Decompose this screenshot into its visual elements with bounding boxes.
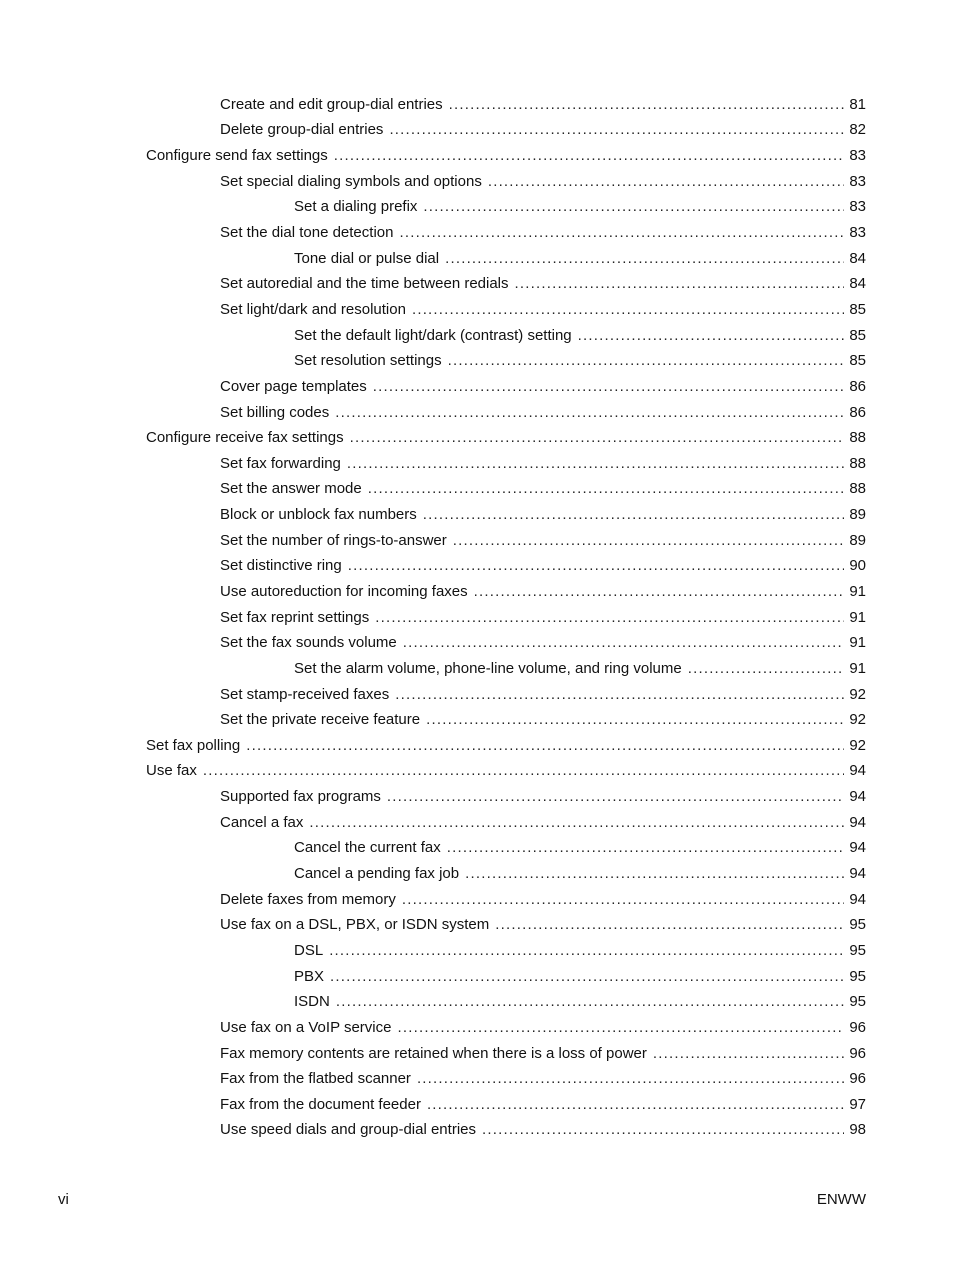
toc-leader-dots xyxy=(423,506,844,524)
toc-entry-page: 94 xyxy=(849,813,866,831)
toc-entry[interactable] xyxy=(0,502,954,528)
toc-entry-title: Use fax on a VoIP service xyxy=(220,1018,392,1036)
toc-entry-title: Use fax xyxy=(146,762,197,780)
toc-entry-page: 94 xyxy=(849,890,866,908)
toc-leader-dots xyxy=(395,686,844,704)
toc-leader-dots xyxy=(347,455,844,473)
toc-entry-page: 92 xyxy=(849,685,866,703)
toc-leader-dots xyxy=(449,96,844,114)
toc-leader-dots xyxy=(447,839,844,857)
toc-entry-title: Set a dialing prefix xyxy=(294,198,418,216)
toc-entry[interactable] xyxy=(0,938,954,964)
toc-leader-dots xyxy=(495,916,844,934)
toc-entry-title: Configure send fax settings xyxy=(146,147,328,165)
toc-entry[interactable] xyxy=(0,913,954,939)
toc-entry-page: 97 xyxy=(849,1095,866,1113)
toc-leader-dots xyxy=(417,1070,844,1088)
toc-entry-title: Fax memory contents are retained when there is a loss of power xyxy=(220,1044,647,1062)
toc-entry[interactable] xyxy=(0,195,954,221)
toc-entry-page: 94 xyxy=(849,762,866,780)
toc-leader-dots xyxy=(203,762,844,780)
toc-entry[interactable] xyxy=(0,118,954,144)
toc-entry[interactable] xyxy=(0,1041,954,1067)
toc-entry[interactable] xyxy=(0,989,954,1015)
toc-entry-page: 82 xyxy=(849,121,866,139)
toc-entry[interactable] xyxy=(0,810,954,836)
toc-entry-title: Set fax polling xyxy=(146,736,241,754)
toc-entry-page: 96 xyxy=(849,1044,866,1062)
toc-entry[interactable] xyxy=(0,323,954,349)
toc-leader-dots xyxy=(397,1019,844,1037)
toc-entry-title: Set billing codes xyxy=(220,403,330,421)
toc-entry[interactable] xyxy=(0,630,954,656)
toc-leader-dots xyxy=(329,942,844,960)
toc-entry[interactable] xyxy=(0,579,954,605)
toc-entry[interactable] xyxy=(0,682,954,708)
toc-leader-dots xyxy=(427,1096,844,1114)
toc-entry-title: Use autoreduction for incoming faxes xyxy=(220,582,468,600)
toc-entry[interactable] xyxy=(0,1118,954,1144)
toc-entry[interactable] xyxy=(0,400,954,426)
toc-leader-dots xyxy=(350,429,844,447)
toc-entry-title: Set the answer mode xyxy=(220,480,362,498)
toc-entry[interactable] xyxy=(0,143,954,169)
toc-entry-page: 83 xyxy=(849,172,866,190)
toc-entry-page: 91 xyxy=(849,582,866,600)
toc-entry-title: Cover page templates xyxy=(220,377,367,395)
toc-entry-page: 86 xyxy=(849,377,866,395)
toc-entry-page: 89 xyxy=(849,531,866,549)
toc-entry-title: Set the private receive feature xyxy=(220,711,421,729)
toc-entry-title: Block or unblock fax numbers xyxy=(220,506,417,524)
toc-entry[interactable] xyxy=(0,374,954,400)
toc-leader-dots xyxy=(348,557,844,575)
toc-entry-page: 98 xyxy=(849,1121,866,1139)
toc-entry[interactable] xyxy=(0,425,954,451)
toc-leader-dots xyxy=(373,378,844,396)
toc-entry[interactable] xyxy=(0,246,954,272)
toc-leader-dots xyxy=(387,788,844,806)
toc-entry-title: Delete faxes from memory xyxy=(220,890,396,908)
toc-entry[interactable] xyxy=(0,759,954,785)
toc-leader-dots xyxy=(453,532,844,550)
toc-entry-title: Delete group-dial entries xyxy=(220,121,384,139)
toc-entry-title: Set autoredial and the time between redials xyxy=(220,275,509,293)
toc-entry-page: 95 xyxy=(849,993,866,1011)
toc-entry-page: 88 xyxy=(849,480,866,498)
toc-entry-title: PBX xyxy=(294,967,325,985)
toc-entry-page: 94 xyxy=(849,839,866,857)
toc-entry[interactable] xyxy=(0,784,954,810)
toc-leader-dots xyxy=(336,993,844,1011)
toc-entry-page: 90 xyxy=(849,557,866,575)
toc-entry-page: 83 xyxy=(849,147,866,165)
toc-entry-page: 88 xyxy=(849,429,866,447)
toc-entry-title: Set stamp-received faxes xyxy=(220,685,390,703)
toc-entry[interactable] xyxy=(0,1015,954,1041)
toc-entry[interactable] xyxy=(0,451,954,477)
toc-entry[interactable] xyxy=(0,348,954,374)
toc-entry-title: Create and edit group-dial entries xyxy=(220,95,443,113)
toc-entry-title: Fax from the document feeder xyxy=(220,1095,421,1113)
toc-entry-page: 92 xyxy=(849,711,866,729)
toc-entry-page: 86 xyxy=(849,403,866,421)
toc-entry-page: 91 xyxy=(849,608,866,626)
toc-entry-page: 89 xyxy=(849,506,866,524)
toc-entry[interactable] xyxy=(0,271,954,297)
toc-leader-dots xyxy=(653,1045,844,1063)
toc-entry[interactable] xyxy=(0,964,954,990)
toc-entry-title: Fax from the flatbed scanner xyxy=(220,1070,411,1088)
toc-entry-title: DSL xyxy=(294,941,324,959)
toc-entry-title: Configure receive fax settings xyxy=(146,429,344,447)
toc-leader-dots xyxy=(474,583,844,601)
toc-entry[interactable] xyxy=(0,861,954,887)
toc-entry-page: 96 xyxy=(849,1070,866,1088)
toc-entry[interactable] xyxy=(0,656,954,682)
toc-leader-dots xyxy=(403,634,844,652)
toc-entry[interactable] xyxy=(0,707,954,733)
toc-entry-title: Set the alarm volume, phone-line volume, and ring volume xyxy=(294,659,682,677)
toc-entry[interactable] xyxy=(0,92,954,118)
toc-entry[interactable] xyxy=(0,605,954,631)
toc-leader-dots xyxy=(412,301,844,319)
toc-entry-title: Cancel a pending fax job xyxy=(294,865,460,883)
toc-leader-dots xyxy=(389,121,844,139)
toc-entry-title: Cancel a fax xyxy=(220,813,304,831)
toc-entry-page: 83 xyxy=(849,198,866,216)
toc-entry-page: 94 xyxy=(849,865,866,883)
toc-entry[interactable] xyxy=(0,528,954,554)
toc-entry-page: 91 xyxy=(849,659,866,677)
toc-leader-dots xyxy=(423,198,844,216)
toc-entry-page: 91 xyxy=(849,634,866,652)
toc-leader-dots xyxy=(335,404,844,422)
toc-leader-dots xyxy=(445,250,844,268)
toc-entry-title: Supported fax programs xyxy=(220,788,381,806)
toc-entry[interactable] xyxy=(0,554,954,580)
toc-leader-dots xyxy=(448,352,844,370)
toc-entry-page: 84 xyxy=(849,275,866,293)
toc-leader-dots xyxy=(330,968,844,986)
footer-page-number: vi xyxy=(58,1191,69,1208)
toc-entry-title: Set the default light/dark (contrast) setting xyxy=(294,326,572,344)
toc-entry-title: Use speed dials and group-dial entries xyxy=(220,1121,476,1139)
toc-entry[interactable] xyxy=(0,733,954,759)
toc-entry-title: Cancel the current fax xyxy=(294,839,441,857)
toc-leader-dots xyxy=(426,711,844,729)
toc-leader-dots xyxy=(375,609,844,627)
toc-entry-title: Set resolution settings xyxy=(294,352,442,370)
toc-leader-dots xyxy=(334,147,844,165)
toc-entry-title: Set the fax sounds volume xyxy=(220,634,397,652)
toc-entry-title: Set the number of rings-to-answer xyxy=(220,531,447,549)
toc-leader-dots xyxy=(399,224,844,242)
toc-leader-dots xyxy=(488,173,844,191)
toc-entry-title: Tone dial or pulse dial xyxy=(294,249,440,267)
toc-leader-dots xyxy=(688,660,844,678)
toc-entry-title: Set fax reprint settings xyxy=(220,608,370,626)
toc-entry[interactable] xyxy=(0,1092,954,1118)
toc-leader-dots xyxy=(482,1121,844,1139)
toc-entry[interactable] xyxy=(0,477,954,503)
toc-entry-page: 85 xyxy=(849,300,866,318)
toc-leader-dots xyxy=(368,480,844,498)
toc-entry-title: Set distinctive ring xyxy=(220,557,342,575)
toc-entry-page: 95 xyxy=(849,967,866,985)
toc-entry-title: Set light/dark and resolution xyxy=(220,300,406,318)
toc-entry-title: ISDN xyxy=(294,993,330,1011)
toc-entry-page: 95 xyxy=(849,941,866,959)
toc-entry-title: Set special dialing symbols and options xyxy=(220,172,482,190)
toc-leader-dots xyxy=(515,275,844,293)
toc-entry-page: 96 xyxy=(849,1018,866,1036)
toc-entry-page: 85 xyxy=(849,326,866,344)
toc-entry[interactable] xyxy=(0,297,954,323)
toc-entry[interactable] xyxy=(0,836,954,862)
toc-leader-dots xyxy=(309,814,844,832)
toc-entry-page: 81 xyxy=(849,95,866,113)
toc-entry-page: 88 xyxy=(849,454,866,472)
toc-entry-title: Set fax forwarding xyxy=(220,454,341,472)
toc-entry[interactable] xyxy=(0,887,954,913)
toc-entry-page: 92 xyxy=(849,736,866,754)
footer-code: ENWW xyxy=(816,1191,866,1208)
toc-entry-page: 83 xyxy=(849,224,866,242)
toc-entry-title: Set the dial tone detection xyxy=(220,224,394,242)
toc-entry-page: 85 xyxy=(849,352,866,370)
toc-leader-dots xyxy=(465,865,844,883)
toc-leader-dots xyxy=(578,327,844,345)
toc-entry[interactable] xyxy=(0,1066,954,1092)
toc-leader-dots xyxy=(246,737,844,755)
toc-leader-dots xyxy=(402,891,844,909)
table-of-contents xyxy=(0,92,954,1143)
toc-entry-title: Use fax on a DSL, PBX, or ISDN system xyxy=(220,916,490,934)
toc-entry[interactable] xyxy=(0,220,954,246)
toc-entry-page: 84 xyxy=(849,249,866,267)
toc-entry-page: 94 xyxy=(849,788,866,806)
toc-entry[interactable] xyxy=(0,169,954,195)
toc-entry-page: 95 xyxy=(849,916,866,934)
